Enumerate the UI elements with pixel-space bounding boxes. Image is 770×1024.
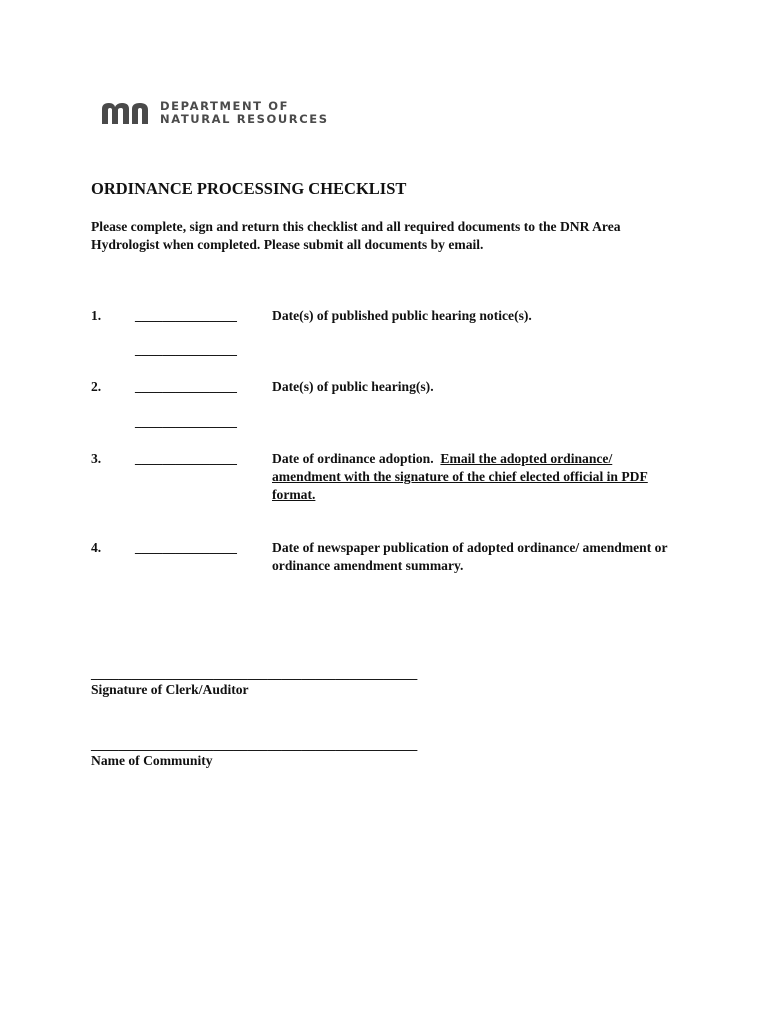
- community-name-line[interactable]: ________________________________________________: [91, 737, 418, 752]
- clerk-signature-label: Signature of Clerk/Auditor: [91, 682, 249, 697]
- item-instruction-underlined: Email the adopted ordinance/ amendment with the signature of the chief elected official in PDF format.: [272, 451, 648, 502]
- item-description: Date(s) of public hearing(s).: [272, 379, 434, 394]
- community-name-label: Name of Community: [91, 753, 213, 768]
- page-title: ORDINANCE PROCESSING CHECKLIST: [91, 179, 407, 198]
- logo-line-2: NATURAL RESOURCES: [160, 112, 329, 126]
- item-number: 2.: [91, 379, 102, 394]
- item-description: Date of newspaper publication of adopted ordinance/ amendment or ordinance amendment summary.: [272, 540, 668, 573]
- date-blank-field[interactable]: _______________: [135, 540, 237, 555]
- date-blank-field[interactable]: _______________: [135, 379, 237, 394]
- item-description: [272, 450, 672, 504]
- dnr-logo: [100, 100, 329, 126]
- mn-logo-icon: [100, 100, 154, 126]
- item-number: 3.: [91, 451, 102, 466]
- intro-paragraph: Please complete, sign and return this checklist and all required documents to the DNR Area Hydrologist when completed. Please submit all documents by email.: [91, 219, 621, 252]
- logo-line-1: DEPARTMENT OF: [160, 99, 290, 113]
- logo-text: [160, 100, 329, 126]
- date-blank-field-extra[interactable]: _______________: [135, 414, 237, 429]
- date-blank-field[interactable]: _______________: [135, 451, 237, 466]
- clerk-signature-line[interactable]: ________________________________________________: [91, 666, 418, 681]
- date-blank-field[interactable]: _______________: [135, 308, 237, 323]
- item-description: Date(s) of published public hearing notice(s).: [272, 308, 532, 323]
- item-number: 4.: [91, 540, 102, 555]
- item-text: Date of ordinance adoption.: [272, 451, 434, 466]
- item-number: 1.: [91, 308, 102, 323]
- date-blank-field-extra[interactable]: _______________: [135, 342, 237, 357]
